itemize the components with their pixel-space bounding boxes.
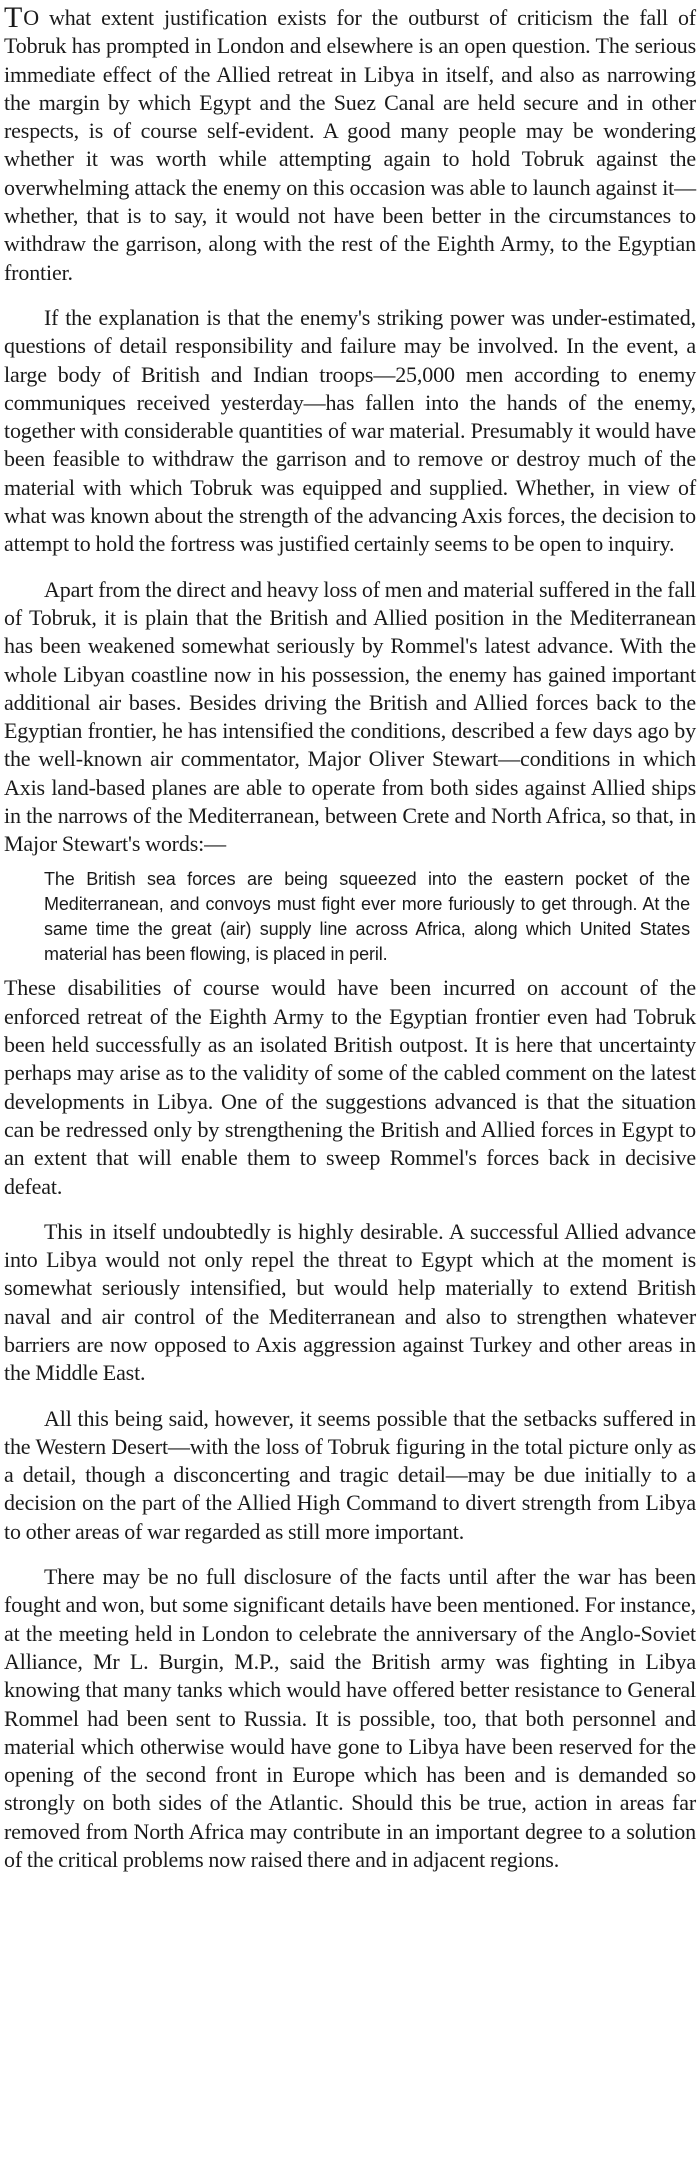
article-paragraph-1 [4,1,696,287]
drop-cap: T [4,1,23,34]
article-paragraph-5: This in itself undoubtedly is highly desirable. A successful Allied advance into Libya would not only repel the threat to Egypt which at the moment is somewhat seriously intensified, but would help materially to extend British naval and air control of the Mediterranean and also to strengthen whatever barriers are now opposed to Axis aggression against Turkey and other areas in the Middle East. [4,1218,696,1386]
article-paragraph-6: All this being said, however, it seems possible that the setbacks suffered in the Western Desert—with the loss of Tobruk figuring in the total picture only as a detail, though a disconcerting and tragic detail—may be due initially to a decision on the part of the Allied High Command to divert strength from Libya to other areas of war regarded as still more important. [4,1405,696,1544]
article-paragraph-3: Apart from the direct and heavy loss of men and material suffered in the fall of Tobruk, it is plain that the British and Allied position in the Mediterranean has been weakened somewhat seriously by Rommel's latest advance. With the whole Libyan coastline now in his possession, the enemy has gained important additional air bases. Besides driving the British and Allied forces back to the Egyptian frontier, he has intensified the conditions, described a few days ago by the well-known air commentator, Major Oliver Stewart—conditions in which Axis land-based planes are able to operate from both sides against Allied ships in the narrows of the Mediterranean, between Crete and North Africa, so that, in Major Stewart's words:— [4,576,696,857]
quote-text: The British sea forces are being squeezed into the eastern pocket of the Mediterranean, and convoys must fight ever more furiously to get through. At the same time the great (air) supply line across Africa, along which United States material has been flowing, is placed in peril. [44,868,690,965]
article-paragraph-2: If the explanation is that the enemy's striking power was under-estimated, questions of detail responsibility and failure may be involved. In the event, a large body of British and Indian troops—25,000 men according to enemy communiques received yesterday—has fallen into the hands of the enemy, together with considerable quantities of war material. Presumably it would have been feasible to withdraw the garrison and to remove or destroy much of the material with which Tobruk was equipped and supplied. Whether, in view of what was known about the strength of the advancing Axis forces, the decision to attempt to hold the fortress was justified certainly seems to be open to inquiry. [4,304,696,557]
article-paragraph-7: There may be no full disclosure of the facts until after the war has been fought and won, but some significant details have been mentioned. For instance, at the meeting held in London to celebrate the anniversary of the Anglo-Soviet Alliance, Mr L. Burgin, M.P., said the British army was fighting in Libya knowing that many tanks which would have offered better resistance to General Rommel had been sent to Russia. It is possible, too, that both personnel and material which otherwise would have gone to Libya have been reserved for the opening of the second front in Europe which has been and is demanded so strongly on both sides of the Atlantic. Should this be true, action in areas far removed from North Africa may contribute in an important degree to a solution of the critical problems now raised there and in adjacent regions. [4,1564,696,1873]
article-paragraph-4: These disabilities of course would have been incurred on account of the enforced retreat of the Eighth Army to the Egyptian frontier even had Tobruk been held successfully as an isolated British outpost. It is here that uncertainty perhaps may arise as to the validity of some of the cabled comment on the latest developments in Libya. One of the suggestions advanced is that the situation can be redressed only by strengthening the British and Allied forces in Egypt to an extent that will enable them to sweep Rommel's forces back in decisive defeat. [4,975,696,1199]
quoted-passage [44,867,690,968]
article-paragraph-1-text: O what extent justification exists for the outburst of criticism the fall of Tobruk has prompted in London and elsewhere is an open question. The serious immediate effect of the Allied retreat in Libya in itself, and also as narrowing the margin by which Egypt and the Suez Canal are held secure and in other respects, is of course self-evident. A good many people may be wondering whether it was worth while attempting again to hold Tobruk against the overwhelming attack the enemy on this occasion was able to launch against it—whether, that is to say, it would not have been better in the circumstances to withdraw the garrison, along with the rest of the Eighth Army, to the Egyptian frontier. [4,5,696,285]
